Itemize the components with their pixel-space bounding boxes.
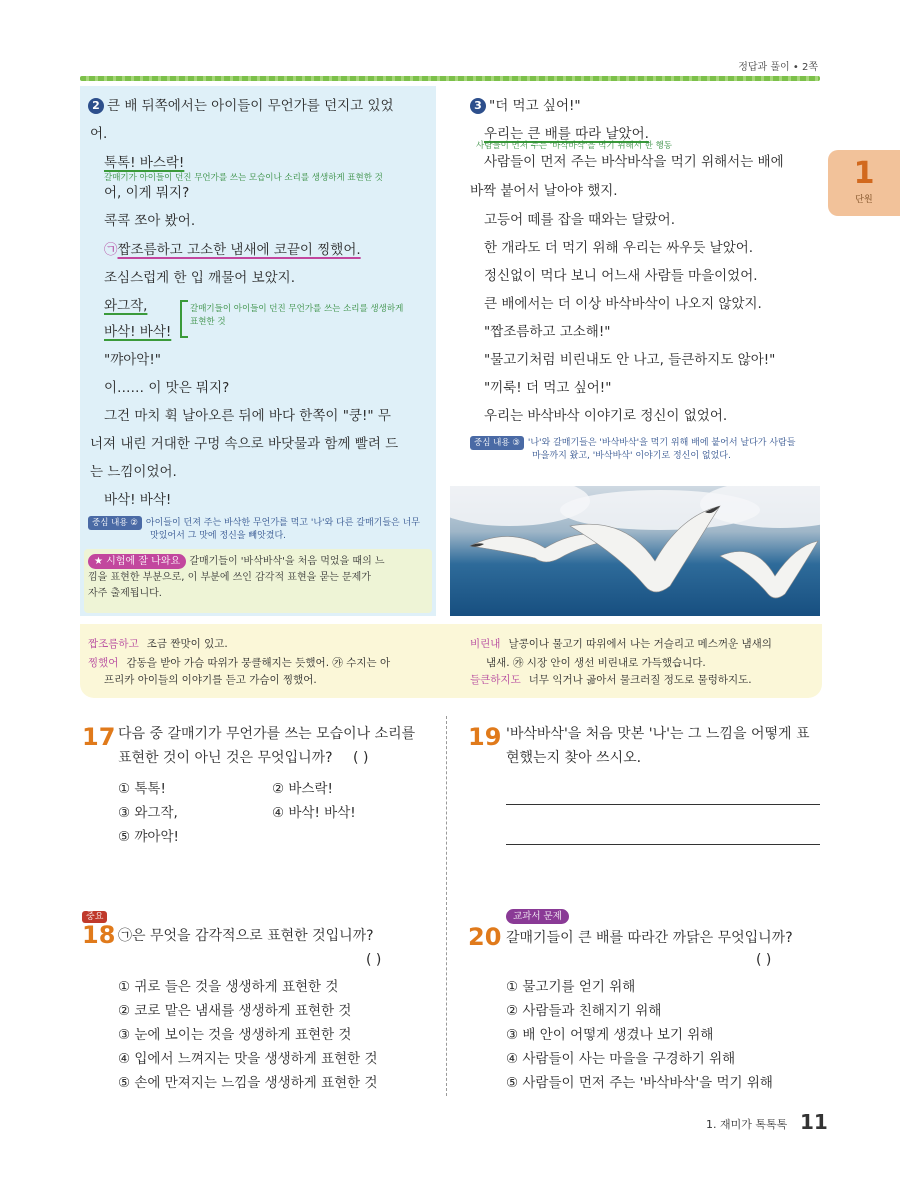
annotation: 갈매기들이 아이들이 던진 무언가를 쓰는 소리를 생생하게 [190, 304, 404, 314]
passage-line: 와그작, [104, 298, 148, 314]
question-text: '바삭바삭'을 처음 맛본 '나'는 그 느낌을 어떻게 표 [506, 726, 810, 742]
option[interactable]: ② 바스락! [272, 781, 333, 797]
running-header: 정답과 풀이 • 2쪽 [738, 62, 818, 73]
exam-badge: ★ 시험에 잘 나와요 [88, 554, 186, 569]
vocab-item: 짭조름하고 조금 짠맛이 있고. [88, 638, 228, 650]
passage-line: "물고기처럼 비린내도 안 나고, 들큰하지도 않아!" [484, 352, 776, 368]
passage-line: 너져 내린 거대한 구멍 속으로 바닷물과 함께 빨려 드 [90, 436, 399, 452]
question-number: 18 [82, 921, 116, 949]
passage-line: ㉠짭조름하고 고소한 냄새에 코끝이 찡했어. [104, 242, 361, 258]
footer-chapter: 1. 재미가 톡톡톡 [706, 1118, 788, 1131]
unit-number: 1 [853, 156, 875, 191]
passage-line: 고등어 떼를 잡을 때와는 달랐어. [484, 212, 675, 228]
question-number: 19 [468, 723, 502, 751]
passage-line: 어, 이게 뭐지? [104, 185, 190, 201]
answer-line[interactable] [506, 844, 820, 845]
annotation: 갈매기가 아이들이 던진 무언가를 쓰는 모습이나 소리를 생생하게 표현한 것 [104, 173, 383, 183]
question-number: 17 [82, 723, 116, 751]
passage-line: 이…… 이 맛은 뭐지? [104, 380, 230, 396]
passage-line: 우리는 바삭바삭 이야기로 정신이 없었어. [484, 408, 728, 424]
annotation: 표현한 것 [190, 317, 226, 327]
option[interactable]: ② 사람들과 친해지기 위해 [506, 1003, 662, 1019]
vocab-item: 프리카 아이들의 이야기를 듣고 가슴이 찡했어. [104, 674, 317, 686]
passage-line: 큰 배에서는 더 이상 바삭바삭이 나오지 않았지. [484, 296, 762, 312]
passage-line: "짭조름하고 고소해!" [484, 324, 611, 340]
annotation-bracket [180, 300, 188, 338]
passage-line: 어. [90, 126, 108, 142]
core-badge: 중심 내용 ② [88, 516, 142, 530]
exam-tip: ★ 시험에 잘 나와요 갈매기들이 '바삭바삭'을 처음 먹었을 때의 느 낌을 표현한 부분으로, 이 부분에 쓰인 감각적 표현을 묻는 문제가 자주 출제됩니다. [88, 556, 385, 599]
passage-line: 사람들이 먼저 주는 바삭바삭을 먹기 위해서는 배에 [484, 154, 784, 170]
core-summary: 중심 내용 ③ '나'와 갈매기들은 '바삭바삭'을 먹기 위해 배에 붙어서 날다가 사람들 마을까지 왔고, '바삭바삭' 이야기로 정신이 없었다. [470, 436, 795, 462]
option[interactable]: ⑤ 사람들이 먼저 주는 '바삭바삭'을 먹기 위해 [506, 1075, 773, 1091]
option[interactable]: ④ 사람들이 사는 마을을 구경하기 위해 [506, 1051, 736, 1067]
option[interactable]: ① 귀로 들은 것을 생생하게 표현한 것 [118, 979, 339, 995]
passage-line: 톡톡! 바스락! [104, 155, 185, 171]
option[interactable]: ③ 배 안이 어떻게 생겼나 보기 위해 [506, 1027, 714, 1043]
passage-line: "꺄아악!" [104, 352, 161, 368]
passage-line: 조심스럽게 한 입 깨물어 보았지. [104, 270, 295, 286]
question-text: 갈매기들이 큰 배를 따라간 까닭은 무엇입니까? [506, 930, 793, 946]
annotation: 사람들이 먼저 주는 '바삭바삭'을 먹기 위해서 한 행동 [476, 141, 673, 151]
core-summary: 중심 내용 ② 아이들이 던져 주는 바삭한 무언가를 먹고 '나'와 다른 갈매기들은 너무 맛있어서 그 맛에 정신을 빼앗겼다. [88, 516, 420, 542]
option[interactable]: ④ 바삭! 바삭! [272, 805, 356, 821]
vocab-item: 비린내 날콩이나 물고기 따위에서 나는 거슬리고 메스꺼운 냄새의 [470, 638, 772, 650]
question-number: 20 [468, 923, 502, 951]
important-tag: 중요 [82, 904, 107, 923]
vocab-item: 냄새. ㉮ 시장 안이 생선 비린내로 가득했습니다. [486, 657, 706, 669]
passage-line: 바삭! 바삭! [104, 324, 172, 340]
option[interactable]: ① 물고기를 얻기 위해 [506, 979, 636, 995]
core-badge: 중심 내용 ③ [470, 436, 524, 450]
top-rule [80, 76, 820, 81]
answer-paren[interactable]: ( ) [353, 750, 369, 766]
column-divider [446, 716, 447, 1096]
passage-line: 우리는 큰 배를 따라 날았어. [484, 126, 649, 142]
option[interactable]: ③ 눈에 보이는 것을 생생하게 표현한 것 [118, 1027, 352, 1043]
textbook-tag: 교과서 문제 [506, 904, 569, 923]
unit-tab [828, 150, 900, 216]
passage-line: 한 개라도 더 먹기 위해 우리는 싸우듯 날았어. [484, 240, 754, 256]
seagull-illustration [450, 486, 820, 616]
option[interactable]: ① 톡톡! [118, 781, 166, 797]
vocab-item: 찡했어 감동을 받아 가슴 따위가 뭉클해지는 듯했어. ㉮ 수지는 아 [88, 657, 391, 669]
paragraph-marker: 2 [88, 98, 104, 114]
question-text: 표현한 것이 아닌 것은 무엇입니까? ( ) [118, 750, 369, 766]
option[interactable]: ③ 와그작, [118, 805, 178, 821]
question-text: ㉠은 무엇을 감각적으로 표현한 것입니까? [118, 928, 374, 944]
vocab-item: 들큰하지도 너무 익거나 곪아서 물크러질 정도로 물렁하지도. [470, 674, 752, 686]
option[interactable]: ② 코로 맡은 냄새를 생생하게 표현한 것 [118, 1003, 352, 1019]
passage-line: 바삭! 바삭! [104, 492, 172, 508]
question-text: 현했는지 찾아 쓰시오. [506, 750, 642, 766]
paragraph-marker: 3 [470, 98, 486, 114]
seagull-photo [450, 486, 820, 616]
passage-line: 3 "더 먹고 싶어!" [470, 96, 581, 116]
passage-line: 2 큰 배 뒤쪽에서는 아이들이 무언가를 던지고 있었 [88, 96, 394, 116]
ref-mark: ㉠ [104, 242, 118, 258]
answer-line[interactable] [506, 804, 820, 805]
answer-paren[interactable]: ( ) [366, 952, 382, 968]
passage-line: 바짝 붙어서 날아야 했지. [470, 183, 618, 199]
passage-line: 콕콕 쪼아 봤어. [104, 213, 196, 229]
option[interactable]: ⑤ 꺄아악! [118, 829, 179, 845]
passage-line: 그건 마치 휙 날아오른 뒤에 바다 한쪽이 "쿵!" 무 [104, 408, 391, 424]
question-text: 다음 중 갈매기가 무언가를 쓰는 모습이나 소리를 [118, 726, 416, 742]
passage-line: 정신없이 먹다 보니 어느새 사람들 마을이었어. [484, 268, 758, 284]
option[interactable]: ④ 입에서 느껴지는 맛을 생생하게 표현한 것 [118, 1051, 378, 1067]
passage-line: "끼룩! 더 먹고 싶어!" [484, 380, 612, 396]
unit-label: 단원 [855, 195, 873, 205]
answer-paren[interactable]: ( ) [756, 952, 772, 968]
page-number: 11 [800, 1110, 828, 1134]
passage-line: 는 느낌이었어. [90, 464, 177, 480]
option[interactable]: ⑤ 손에 만져지는 느낌을 생생하게 표현한 것 [118, 1075, 378, 1091]
